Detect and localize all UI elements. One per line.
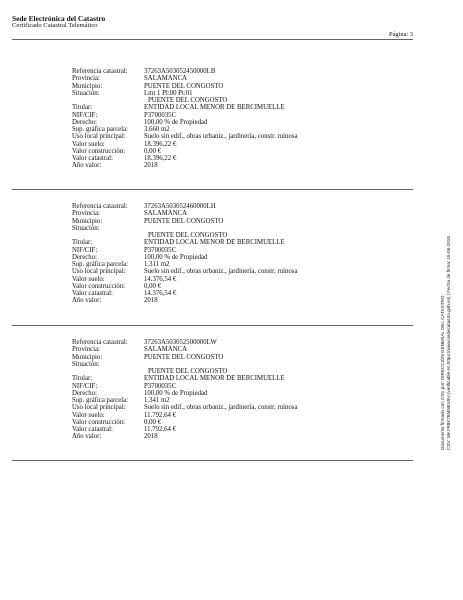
field-uso: Uso local principal: Suelo sin edif., obras urbaniz., jardinería, constr. ruinosa [72, 268, 298, 276]
field-ano: Año valor: 2018 [72, 162, 158, 170]
signature-side-note [440, 150, 452, 450]
side-note-line-2: CSV: MAYR8K76MNEX9U (verificable en https://www.sedecatastro.gob.es) | Fecha de firma: 15-06-2018 [446, 236, 451, 450]
field-sit: Situación: [72, 360, 100, 368]
field-nif: NIF/CIF: P3700035C [72, 246, 177, 254]
field-nif: NIF/CIF: P3700035C [72, 111, 177, 119]
field-nif: NIF/CIF: P3700035C [72, 382, 177, 390]
field-der: Derecho: 100,00 % de Propiedad [72, 389, 208, 397]
field-sit: Situación: Lmt 1 Pl:00 Pt:01 [72, 89, 193, 97]
field-prov: Provincia: SALAMANCA [72, 346, 188, 354]
property-record-1 [72, 68, 297, 170]
field-tit: Titular: ENTIDAD LOCAL MENOR DE BERCIMUELLE [72, 104, 285, 112]
field-tit: Titular: ENTIDAD LOCAL MENOR DE BERCIMUELLE [72, 239, 285, 247]
header-divider [12, 39, 413, 40]
field-sit-2: PUENTE DEL CONGOSTO [148, 368, 228, 375]
field-vsu: Valor suelo: 18.396,22 € [72, 140, 177, 148]
field-sit: Situación: [72, 224, 100, 232]
field-ano: Año valor: 2018 [72, 297, 158, 305]
field-sit-2: PUENTE DEL CONGOSTO [148, 232, 228, 239]
record-divider [12, 460, 413, 461]
document-title: Sede Electrónica del Catastro [12, 14, 106, 23]
field-vco: Valor construcción: 0,00 € [72, 147, 161, 155]
field-vco: Valor construcción: 0,00 € [72, 418, 161, 426]
field-vca: Valor catastral: 18.396,22 € [72, 155, 177, 162]
field-uso: Uso local principal: Suelo sin edif., obras urbaniz., jardinería, constr. ruinosa [72, 133, 298, 141]
field-ano: Año valor: 2018 [72, 433, 158, 441]
property-record-3 [72, 339, 297, 441]
field-ref: Referencia catastral: 37263A503052500000LW [72, 339, 217, 346]
field-mun: Municipio: PUENTE DEL CONGOSTO [72, 82, 224, 90]
field-ref: Referencia catastral: 37263A503052460000LH [72, 203, 216, 210]
field-sup: Sup. gráfica parcela: 1.341 m2 [72, 397, 170, 404]
field-tit: Titular: ENTIDAD LOCAL MENOR DE BERCIMUELLE [72, 375, 285, 383]
field-prov: Provincia: SALAMANCA [72, 75, 188, 83]
field-uso: Uso local principal: Suelo sin edif., obras urbaniz., jardinería, constr. ruinosa [72, 404, 298, 412]
record-divider [12, 189, 413, 190]
field-der: Derecho: 100,00 % de Propiedad [72, 253, 208, 261]
field-vco: Valor construcción: 0,00 € [72, 282, 161, 290]
field-sit-2: PUENTE DEL CONGOSTO [148, 97, 228, 104]
field-sup: Sup. gráfica parcela: 3.660 m2 [72, 126, 170, 133]
document-subtitle: Certificado Catastral Telemático [12, 22, 98, 29]
page-number: Página: 3 [389, 31, 413, 38]
field-vsu: Valor suelo: 11.792,64 € [72, 411, 177, 419]
field-vca: Valor catastral: 11.792,64 € [72, 426, 177, 433]
side-note-line-1: Documento firmado con CSV por: DIRECCIÓN GENERAL DEL CATASTRO [440, 295, 445, 450]
field-vsu: Valor suelo: 14.376,54 € [72, 275, 177, 283]
field-der: Derecho: 100,00 % de Propiedad [72, 118, 208, 126]
property-record-2 [72, 203, 297, 305]
field-mun: Municipio: PUENTE DEL CONGOSTO [72, 217, 224, 225]
field-vca: Valor catastral: 14.376,54 € [72, 290, 177, 297]
field-ref: Referencia catastral: 37263A503052450000LB [72, 68, 216, 75]
record-divider [12, 325, 413, 326]
field-prov: Provincia: SALAMANCA [72, 210, 188, 218]
field-sup: Sup. gráfica parcela: 1.311 m2 [72, 261, 170, 268]
field-mun: Municipio: PUENTE DEL CONGOSTO [72, 353, 224, 361]
